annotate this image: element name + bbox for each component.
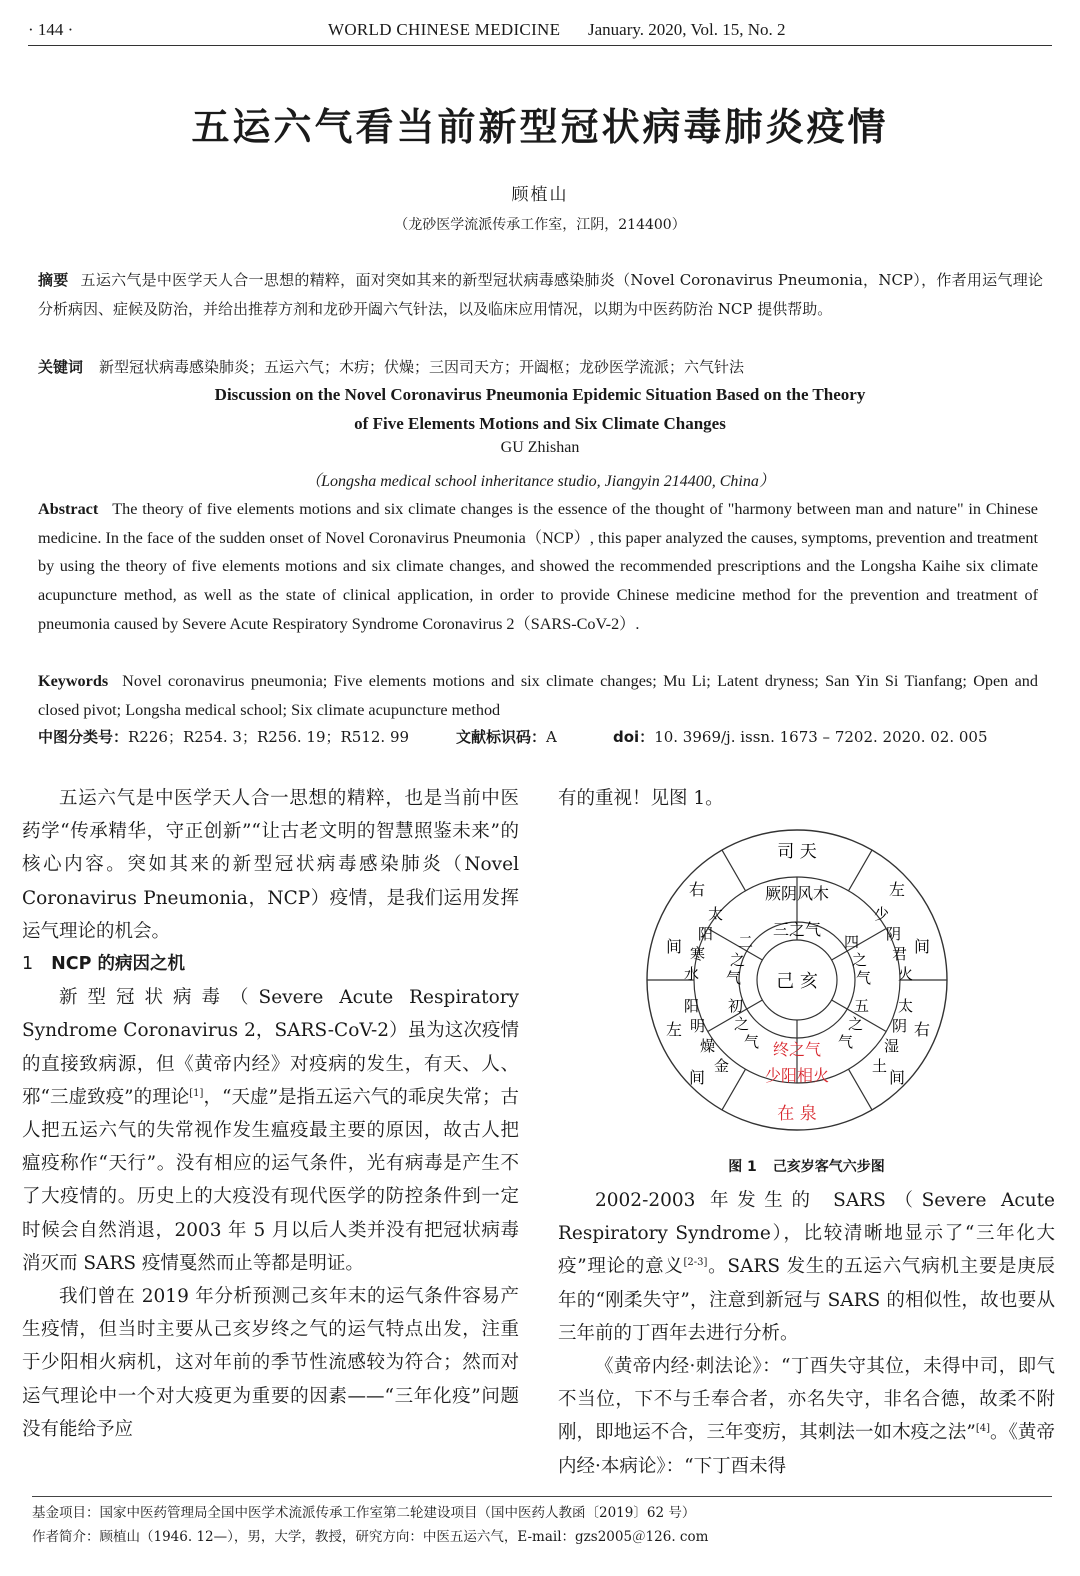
classification-line: [38, 724, 1038, 750]
segment-bottom: 少阳相火: [764, 1066, 830, 1085]
svg-text:间: 间: [688, 1068, 706, 1087]
svg-text:气: 气: [726, 969, 742, 987]
abstract-en-text: The theory of five elements motions and six climate changes is the essence of the thought of "harmony between man and nature" in Chinese medicine. In the face of the sudden onset of Novel Coronavirus Pneumonia（NCP）, this paper analyzed the causes, symptoms, prevention and treatment by using the theory of five elements motions and six climate changes, and showed the recommended prescriptions and the Longsha Kaihe six climate acupuncture method, as well as the state of clinical application, in order to provide Chinese medicine method for the prevention and treatment of pneumonia caused by Severe Acute Respiratory Syndrome Coronavirus 2（SARS-CoV-2）.: [38, 500, 1038, 633]
svg-text:之: 之: [730, 951, 746, 969]
svg-text:明: 明: [690, 1017, 706, 1035]
svg-text:初: 初: [728, 997, 744, 1015]
segment-top: 厥阴风木: [764, 884, 830, 903]
lower-right-label: 右: [913, 1020, 931, 1039]
keywords-en-label: Keywords: [38, 672, 109, 690]
body-paragraph: 五运六气是中医学天人合一思想的精粹，也是当前中医药学“传承精华，守正创新”“让古老文明的智慧照鉴未来”的核心内容。突如其来的新型冠状病毒感染肺炎（Novel Coronavirus Pneumonia，NCP）疫情，是我们运用发挥运气理论的机会。: [22, 788, 519, 942]
svg-text:二: 二: [738, 933, 754, 951]
affiliation: （龙砂医学流派传承工作室，江阴，214400）: [394, 217, 686, 233]
svg-text:阳: 阳: [698, 925, 714, 943]
body-paragraph: 我们曾在 2019 年分析预测己亥年末的运气条件容易产生疫情，但当时主要从己亥岁终之气的运气特点出发，注重于少阳相火病机，这对年前的季节性流感较为符合；然而对运气理论中一个对大疫更为重要的因素——“三年化疫”问题没有能给予应: [22, 1286, 519, 1440]
author: 顾植山: [511, 185, 569, 205]
svg-text:燥: 燥: [700, 1037, 716, 1055]
upper-left-label: 右: [688, 880, 706, 899]
clc-code: 中图分类号：R226；R254. 3；R256. 19；R512. 99: [38, 728, 410, 746]
english-author: GU Zhishan: [500, 439, 580, 456]
svg-text:之: 之: [734, 1015, 750, 1033]
paper-title: 五运六气看当前新型冠状病毒肺炎疫情: [191, 105, 889, 149]
svg-text:五: 五: [854, 997, 870, 1015]
document-code: 文献标识码：A: [456, 728, 557, 746]
body-paragraph: 《黄帝内经·刺法论》：“丁酉失守其位，未得中司，即气不当位，下不与壬奉合者，亦名失守，非名合德，故柔不附刚，即地运不合，三年变疠，其刺法一如木疫之法”[4]。《黄帝内经·本病论》：“下丁酉未得: [558, 1356, 1055, 1477]
doi: doi：10. 3969/j. issn. 1673 – 7202. 2020. 02. 005: [613, 728, 988, 746]
english-title: [0, 380, 1080, 438]
figure-1-diagram: [642, 815, 952, 1145]
svg-text:君: 君: [892, 945, 908, 963]
step-bottom: 终之气: [772, 1040, 822, 1059]
top-label: 司 天: [777, 842, 817, 862]
svg-text:金: 金: [714, 1057, 730, 1075]
body-right-column-bottom: [558, 1184, 1055, 1483]
svg-text:四: 四: [844, 933, 860, 951]
upper-right-label: 左: [888, 880, 906, 899]
svg-text:阴: 阴: [886, 925, 902, 943]
citation: [1]: [189, 1087, 204, 1099]
citation: [2-3]: [683, 1257, 708, 1269]
citation: [4]: [975, 1423, 990, 1435]
issue-info: January. 2020, Vol. 15, No. 2: [588, 20, 786, 39]
svg-text:寒: 寒: [690, 945, 706, 963]
body-paragraph: 有的重视！见图 1。: [558, 788, 724, 809]
body-left-column: [22, 782, 519, 1446]
svg-text:太: 太: [708, 905, 724, 923]
svg-text:阴: 阴: [892, 1017, 908, 1035]
running-head: [28, 18, 1052, 46]
keywords-en-text: Novel coronavirus pneumonia; Five elements motions and six climate changes; Mu Li; Latent dryness; San Yin Si Tianfang; Open and closed pivot; Longsha medical school; Six climate acupuncture method: [38, 672, 1038, 719]
svg-text:间: 间: [888, 1068, 906, 1087]
svg-text:气: 气: [838, 1033, 854, 1051]
svg-text:间: 间: [665, 937, 683, 956]
body-paragraph: 2002-2003 年发生的 SARS（Severe Acute Respiratory Syndrome），比较清晰地显示了“三年化大疫”理论的意义[2-3]。SARS 发生的五运六气病机主要是庚辰年的“刚柔失守”，注意到新冠与 SARS 的相似性，故也要从三年前的丁酉年去进行分析。: [558, 1190, 1055, 1344]
svg-text:阳: 阳: [684, 997, 700, 1015]
svg-text:少: 少: [874, 905, 890, 923]
step-top: 三之气: [772, 920, 822, 939]
svg-text:气: 气: [856, 969, 872, 987]
figure-caption: 图 1 己亥岁客气六步图: [728, 1159, 885, 1175]
svg-text:太: 太: [898, 997, 914, 1015]
svg-text:湿: 湿: [884, 1037, 900, 1055]
page-number: · 144 ·: [28, 20, 74, 39]
svg-text:间: 间: [913, 937, 931, 956]
fund-note: 基金项目：国家中医药管理局全国中医学术流派传承工作室第二轮建设项目（国中医药人教函〔2019〕62 号）: [32, 1505, 696, 1521]
body-right-column-top: [558, 782, 1055, 815]
footnotes: [32, 1496, 1052, 1549]
english-affiliation: （Longsha medical school inheritance studio, Jiangyin 214400, China）: [305, 473, 775, 490]
abstract-en-label: Abstract: [38, 500, 99, 518]
abstract-en: [38, 495, 1038, 639]
bottom-label: 在 泉: [777, 1104, 817, 1124]
svg-text:之: 之: [852, 951, 868, 969]
lower-left-label: 左: [665, 1020, 683, 1039]
body-paragraph: 新型冠状病毒（Severe Acute Respiratory Syndrome Coronavirus 2，SARS-CoV-2）虽为这次疫情的直接致病源，但《黄帝内经》对疫病的发生，有天、人、邪“三虚致疫”的理论[1]，“天虚”是指五运六气的乖戾失常；古人把五运六气的失常视作发生瘟疫最主要的原因，故古人把瘟疫称作“天行”。没有相应的运气条件，光有病毒是产生不了大疫情的。历史上的大疫没有现代医学的防控条件到一定时候会自然消退，2003 年 5 月以后人类并没有把冠状病毒消灭而 SARS 疫情戛然而止等都是明证。: [22, 987, 520, 1274]
abstract-cn-label: 摘要: [38, 271, 69, 289]
svg-text:水: 水: [684, 965, 700, 983]
svg-text:火: 火: [898, 965, 914, 983]
english-title-line1: Discussion on the Novel Coronavirus Pneumonia Epidemic Situation Based on the Theory: [214, 385, 866, 404]
center-label: 己 亥: [776, 971, 818, 992]
svg-text:气: 气: [744, 1033, 760, 1051]
svg-text:土: 土: [872, 1057, 888, 1075]
section-heading: 1 NCP 的病因之机: [22, 954, 186, 975]
english-title-line2: of Five Elements Motions and Six Climate Changes: [354, 414, 726, 433]
keywords-en: [38, 667, 1038, 724]
keywords-cn-label: 关键词: [38, 358, 84, 376]
author-bio: 作者简介：顾植山（1946. 12—），男，大学，教授，研究方向：中医五运六气，E-mail：gzs2005＠126. com: [32, 1529, 709, 1545]
svg-text:之: 之: [848, 1015, 864, 1033]
journal-name: WORLD CHINESE MEDICINE: [328, 20, 561, 39]
abstract-cn: [38, 266, 1043, 324]
abstract-cn-text: 五运六气是中医学天人合一思想的精粹，面对突如其来的新型冠状病毒感染肺炎（Novel Coronavirus Pneumonia，NCP），作者用运气理论分析病因、症候及防治，并给出推荐方剂和龙砂开阖六气针法，以及临床应用情况，以期为中医药防治 NCP 提供帮助。: [38, 271, 1043, 318]
keywords-cn-text: 新型冠状病毒感染肺炎；五运六气；木疠；伏燥；三因司天方；开阖枢；龙砂医学流派；六气针法: [99, 358, 745, 376]
keywords-cn: [38, 354, 1043, 380]
